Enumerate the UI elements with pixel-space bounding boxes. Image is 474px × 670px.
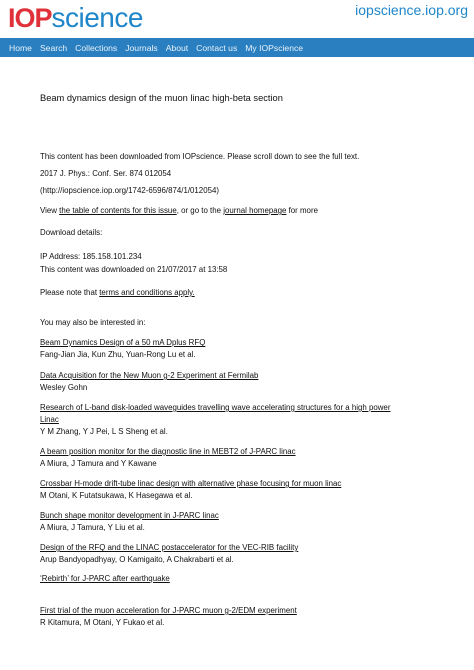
download-details-label: Download details: <box>40 228 103 237</box>
view-suffix: for more <box>286 206 318 215</box>
related-article-title[interactable]: Design of the RFQ and the LINAC postaccelerator for the VEC-RIB facility <box>40 543 299 552</box>
related-article-authors: Wesley Gohn <box>40 383 88 392</box>
related-article-title[interactable]: A beam position monitor for the diagnostic line in MEBT2 of J-PARC linac <box>40 447 296 456</box>
logo-science-text: science <box>51 2 143 33</box>
site-url[interactable]: iopscience.iop.org <box>355 2 468 18</box>
related-article-authors: Fang-Jian Jia, Kun Zhu, Yuan-Rong Lu et al. <box>40 350 196 359</box>
related-article-title[interactable]: Crossbar H-mode drift-tube linac design with alternative phase focusing for muon linac <box>40 479 342 488</box>
related-article-authors: R Kitamura, M Otani, Y Fukao et al. <box>40 618 165 627</box>
terms-line <box>40 288 195 297</box>
main-nav <box>0 38 474 57</box>
downloaded-on: This content was downloaded on 21/07/2017 at 13:58 <box>40 265 228 274</box>
related-article-title[interactable]: Beam Dynamics Design of a 50 mA Dplus RFQ <box>40 338 206 347</box>
related-article-authors: A Miura, J Tamura and Y Kawane <box>40 459 157 468</box>
site-header <box>0 0 474 38</box>
ip-address: IP Address: 185.158.101.234 <box>40 252 142 261</box>
view-line <box>40 206 318 215</box>
citation: 2017 J. Phys.: Conf. Ser. 874 012054 <box>40 169 172 178</box>
doi-url: (http://iopscience.iop.org/1742-6596/874/1/012054) <box>40 186 219 195</box>
iopscience-logo[interactable] <box>8 3 143 33</box>
nav-home[interactable]: Home <box>9 42 32 53</box>
related-article-title[interactable]: Data Acquisition for the New Muon g-2 Experiment at Fermilab <box>40 371 259 380</box>
logo-iop-text: IOP <box>8 3 52 33</box>
related-article-authors: Y M Zhang, Y J Pei, L S Sheng et al. <box>40 427 168 436</box>
nav-journals[interactable]: Journals <box>125 42 158 53</box>
nav-search[interactable]: Search <box>39 42 68 53</box>
view-prefix: View <box>40 206 60 215</box>
related-article-title[interactable]: First trial of the muon acceleration for J-PARC muon g-2/EDM experiment <box>40 606 297 615</box>
view-middle: , or go to the <box>176 206 224 215</box>
terms-link[interactable]: terms and conditions apply. <box>99 288 195 297</box>
journal-homepage-link[interactable]: journal homepage <box>223 206 287 215</box>
related-article-authors: M Otani, K Futatsukawa, K Hasegawa et al. <box>40 491 193 500</box>
related-article-authors: Arup Bandyopadhyay, O Kamigaito, A Chakrabarti et al. <box>40 555 234 564</box>
related-article-title[interactable]: Bunch shape monitor development in J-PARC linac <box>40 511 219 520</box>
related-article-authors: A Miura, J Tamura, Y Liu et al. <box>40 523 145 532</box>
terms-prefix: Please note that <box>40 288 100 297</box>
toc-link[interactable]: the table of contents for this issue <box>59 206 177 215</box>
related-article-title[interactable]: Research of L-band disk-loaded waveguides travelling wave accelerating structures for a high power Linac <box>40 403 391 424</box>
nav-my-iopscience[interactable]: My IOPscience <box>245 42 304 53</box>
download-notice: This content has been downloaded from IOPscience. Please scroll down to see the full text. <box>40 152 360 161</box>
interested-heading: You may also be interested in: <box>40 318 146 327</box>
nav-collections[interactable]: Collections <box>75 42 118 53</box>
related-article-title[interactable]: ‘Rebirth’ for J-PARC after earthquake <box>40 574 170 583</box>
nav-contact-us[interactable]: Contact us <box>196 42 238 53</box>
article-title: Beam dynamics design of the muon linac high-beta section <box>40 93 283 103</box>
nav-about[interactable]: About <box>165 42 189 53</box>
